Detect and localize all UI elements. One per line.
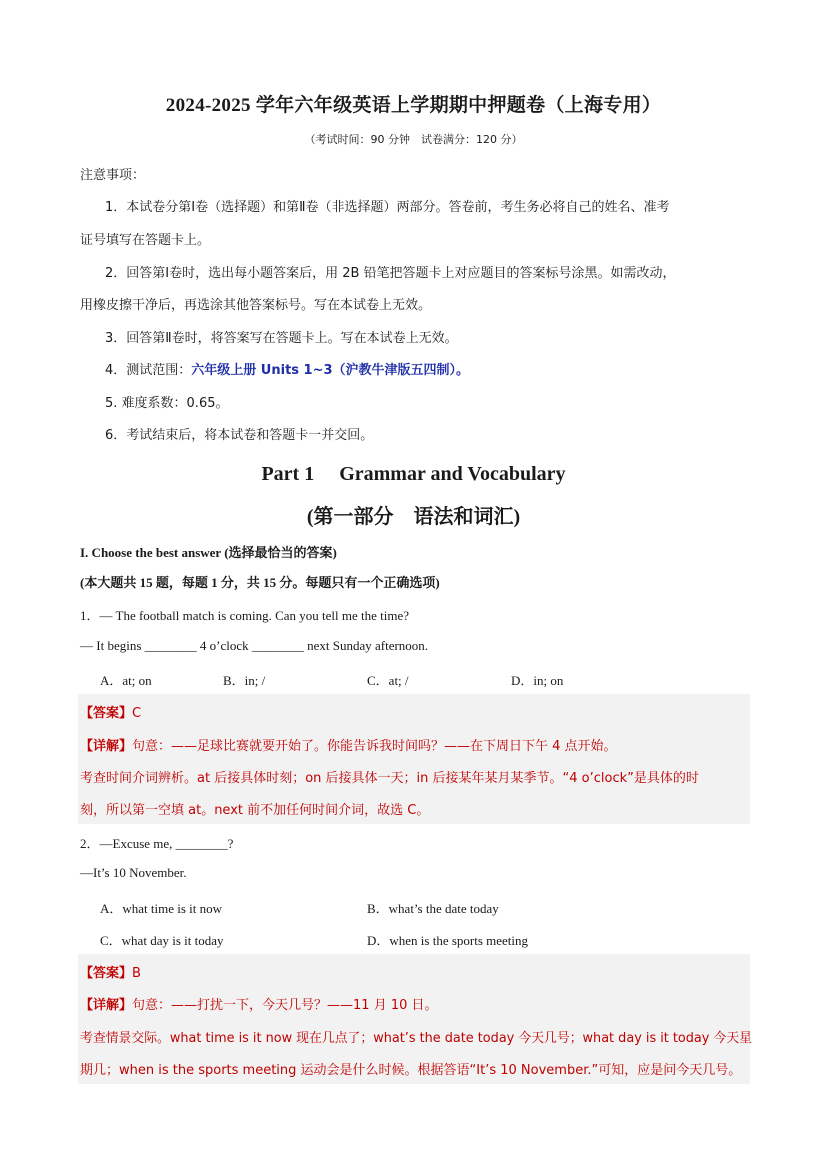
question-1-detail-line-3: 刻，所以第一空填 at。next 前不加任何时间介词，故选 C。	[80, 803, 430, 818]
answer-value: C	[132, 706, 142, 721]
question-2-detail-line-2: 考查情景交际。what time is it now 现在几点了；what’s the date today 今天几号；what day is it today 今天星	[80, 1031, 753, 1046]
question-2-response: —It’s 10 November.	[80, 865, 187, 880]
question-2-option-b: B．what’s the date today	[367, 901, 499, 916]
note-item-6: 6．考试结束后，将本试卷和答题卡一并交回。	[105, 428, 374, 443]
question-2-detail-line-3: 期几；when is the sports meeting 运动会是什么时候。根据答语“It’s 10 November.”可知，应是问今天几号。	[80, 1063, 742, 1078]
note-item-5: 5. 难度系数：0.65。	[105, 396, 229, 411]
note-item-2-line-2: 用橡皮擦干净后，再选涂其他答案标号。写在本试卷上无效。	[80, 298, 432, 313]
question-1-option-a: A．at; on	[100, 673, 152, 688]
question-2-answer	[80, 962, 141, 981]
detail-tag: 【详解】	[80, 998, 133, 1013]
exam-title: 2024-2025 学年六年级英语上学期期中押题卷（上海专用）	[165, 95, 662, 116]
question-2-detail-line-1	[80, 994, 438, 1013]
answer-value: B	[132, 966, 141, 981]
note-item-2-line-1: 2．回答第Ⅰ卷时，选出每小题答案后，用 2B 铅笔把答题卡上对应题目的答案标号涂黑。如需改动，	[105, 266, 676, 281]
detail-text: 句意：——打扰一下，今天几号？——11 月 10 日。	[132, 998, 438, 1013]
test-range: 六年级上册 Units 1~3（沪教牛津版五四制）。	[191, 363, 470, 378]
question-1-detail-line-1	[80, 735, 617, 754]
note-item-1-line-1: 1．本试卷分第Ⅰ卷（选择题）和第Ⅱ卷（非选择题）两部分。答卷前，考生务必将自己的姓名、准考	[105, 200, 670, 215]
question-1-detail-line-2: 考查时间介词辨析。at 后接具体时刻；on 后接具体一天；in 后接某年某月某季节。“4 o’clock”是具体的时	[80, 771, 699, 786]
detail-tag: 【详解】	[80, 739, 133, 754]
section-instruction: (本大题共 15 题，每题 1 分，共 15 分。每题只有一个正确选项)	[80, 575, 440, 590]
question-1-stem: 1．— The football match is coming. Can you tell me the time?	[80, 608, 410, 623]
answer-tag: 【答案】	[80, 966, 133, 981]
question-2-stem: 2．—Excuse me, ________?	[80, 836, 234, 851]
notes-heading: 注意事项：	[80, 168, 146, 183]
question-1-option-d: D．in; on	[511, 673, 564, 688]
note-item-3: 3．回答第Ⅱ卷时，将答案写在答题卡上。写在本试卷上无效。	[105, 331, 458, 346]
question-1-option-b: B．in; /	[223, 673, 266, 688]
note-item-4	[105, 359, 469, 378]
part-title: Part 1 Grammar and Vocabulary	[261, 463, 566, 485]
question-1-response: — It begins ________ 4 o’clock ________ next Sunday afternoon.	[80, 638, 429, 653]
section-heading: I. Choose the best answer (选择最恰当的答案)	[80, 545, 337, 560]
note-item-4-prefix: 4．测试范围：	[105, 363, 192, 378]
question-2-option-d: D．when is the sports meeting	[367, 933, 529, 948]
note-item-1-line-2: 证号填写在答题卡上。	[80, 233, 211, 248]
question-1-option-c: C．at; /	[367, 673, 409, 688]
exam-subtitle: （考试时间：90 分钟 试卷满分：120 分）	[304, 133, 523, 146]
question-1-answer	[80, 702, 141, 721]
answer-tag: 【答案】	[80, 706, 133, 721]
question-2-option-c: C．what day is it today	[100, 933, 224, 948]
detail-text: 句意：——足球比赛就要开始了。你能告诉我时间吗？——在下周日下午 4 点开始。	[132, 739, 617, 754]
question-2-option-a: A．what time is it now	[100, 901, 223, 916]
part-subtitle: (第一部分 语法和词汇)	[306, 506, 521, 528]
